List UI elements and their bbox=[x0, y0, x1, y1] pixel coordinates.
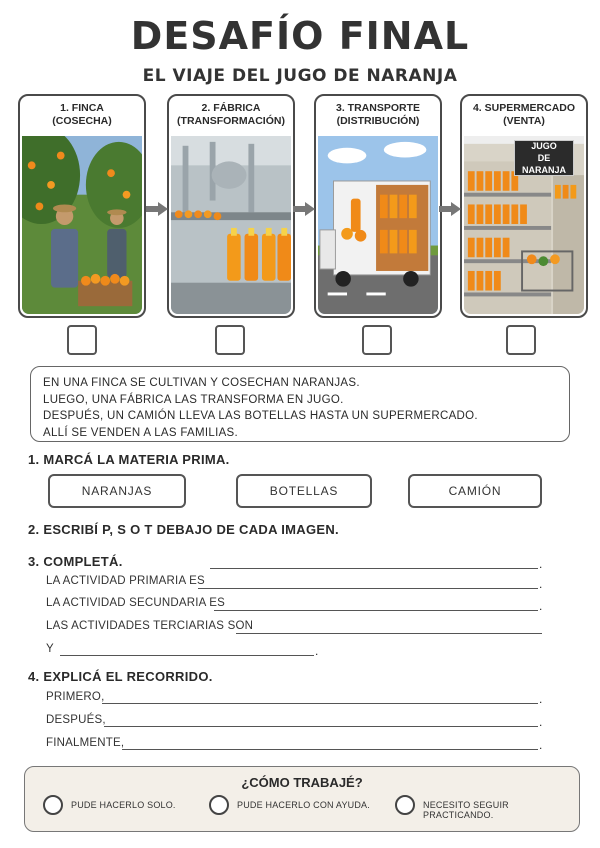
step-answer-box-3[interactable] bbox=[362, 325, 392, 355]
question-2-label: 2. ESCRIBÍ P, S O T DEBAJO DE CADA IMAGEN. bbox=[28, 522, 339, 537]
story-line: DESPUÉS, UN CAMIÓN LLEVA LAS BOTELLAS HASTA UN SUPERMERCADO. bbox=[43, 410, 478, 422]
period: . bbox=[539, 599, 543, 613]
question-1-label: 1. MARCÁ LA MATERIA PRIMA. bbox=[28, 452, 230, 467]
option-naranjas-button[interactable]: NARANJAS bbox=[48, 474, 186, 508]
q3-row-label: Y bbox=[46, 643, 54, 655]
step-card-supermarket bbox=[460, 94, 588, 318]
story-line: LUEGO, UNA FÁBRICA LAS TRANSFORMA EN JUGO. bbox=[43, 393, 344, 406]
step-answer-box-1[interactable] bbox=[67, 325, 97, 355]
answer-line[interactable] bbox=[214, 610, 538, 611]
sign-line-1: JUGO bbox=[531, 141, 557, 151]
eval-option-label: NECESITO SEGUIR PRACTICANDO. bbox=[423, 800, 509, 820]
step-card-transport bbox=[314, 94, 442, 318]
eval-option-label: PUDE HACERLO CON AYUDA. bbox=[237, 800, 370, 810]
q3-row-label: LA ACTIVIDAD PRIMARIA ES bbox=[46, 575, 205, 587]
step-subtitle: (VENTA) bbox=[503, 115, 545, 127]
q3-row-label: LAS ACTIVIDADES TERCIARIAS SON bbox=[46, 620, 254, 632]
answer-line[interactable] bbox=[210, 568, 538, 569]
q4-row-label: PRIMERO, bbox=[46, 691, 105, 703]
option-botellas-button[interactable]: BOTELLAS bbox=[236, 474, 372, 508]
story-box bbox=[30, 366, 570, 442]
period: . bbox=[539, 557, 543, 571]
arrow-right-icon bbox=[439, 202, 461, 216]
self-evaluation-box bbox=[24, 766, 580, 832]
answer-line[interactable] bbox=[198, 588, 538, 589]
answer-line[interactable] bbox=[104, 726, 538, 727]
supermarket-image bbox=[464, 136, 584, 314]
answer-line[interactable] bbox=[236, 633, 542, 634]
step-subtitle: (COSECHA) bbox=[52, 115, 112, 127]
radio-circle-icon[interactable] bbox=[209, 795, 229, 815]
period: . bbox=[315, 644, 319, 658]
story-line: EN UNA FINCA SE CULTIVAN Y COSECHAN NARANJAS. bbox=[43, 377, 360, 389]
eval-option-label: PUDE HACERLO SOLO. bbox=[71, 800, 176, 810]
story-line: ALLÍ SE VENDEN A LAS FAMILIAS. bbox=[43, 426, 238, 439]
step-title: 2. FÁBRICA bbox=[201, 102, 261, 114]
sign-line-2: DE NARANJA bbox=[521, 153, 566, 175]
answer-line[interactable] bbox=[60, 655, 314, 656]
period: . bbox=[539, 577, 543, 591]
question-4-label: 4. EXPLICÁ EL RECORRIDO. bbox=[28, 669, 213, 684]
q4-row-label: FINALMENTE, bbox=[46, 737, 125, 749]
step-subtitle: (DISTRIBUCIÓN) bbox=[336, 115, 420, 127]
truck-image bbox=[318, 136, 438, 314]
radio-circle-icon[interactable] bbox=[395, 795, 415, 815]
period: . bbox=[539, 692, 543, 706]
juice-sign bbox=[514, 140, 574, 176]
option-camion-button[interactable]: CAMIÓN bbox=[408, 474, 542, 508]
step-answer-box-4[interactable] bbox=[506, 325, 536, 355]
q4-row-label: DESPUÉS, bbox=[46, 714, 106, 726]
page-subtitle: EL VIAJE DEL JUGO DE NARANJA bbox=[142, 66, 458, 86]
period: . bbox=[539, 715, 543, 729]
step-card-factory bbox=[167, 94, 295, 318]
answer-line[interactable] bbox=[102, 703, 538, 704]
q3-row-label: LA ACTIVIDAD SECUNDARIA ES bbox=[46, 597, 226, 609]
period: . bbox=[539, 738, 543, 752]
radio-circle-icon[interactable] bbox=[43, 795, 63, 815]
step-title: 1. FINCA bbox=[60, 102, 104, 114]
answer-line[interactable] bbox=[122, 749, 538, 750]
step-title: 3. TRANSPORTE bbox=[335, 102, 420, 114]
page-title: DESAFÍO FINAL bbox=[130, 14, 470, 58]
arrow-right-icon bbox=[146, 202, 168, 216]
question-3-label: 3. COMPLETÁ. bbox=[28, 554, 123, 569]
farm-image bbox=[22, 136, 142, 314]
step-card-farm bbox=[18, 94, 146, 318]
arrow-right-icon bbox=[293, 202, 315, 216]
step-subtitle: (TRANSFORMACIÓN) bbox=[177, 115, 285, 127]
step-answer-box-2[interactable] bbox=[215, 325, 245, 355]
factory-image bbox=[171, 136, 291, 314]
step-title: 4. SUPERMERCADO bbox=[472, 102, 576, 114]
self-evaluation-title: ¿CÓMO TRABAJÉ? bbox=[241, 775, 363, 790]
